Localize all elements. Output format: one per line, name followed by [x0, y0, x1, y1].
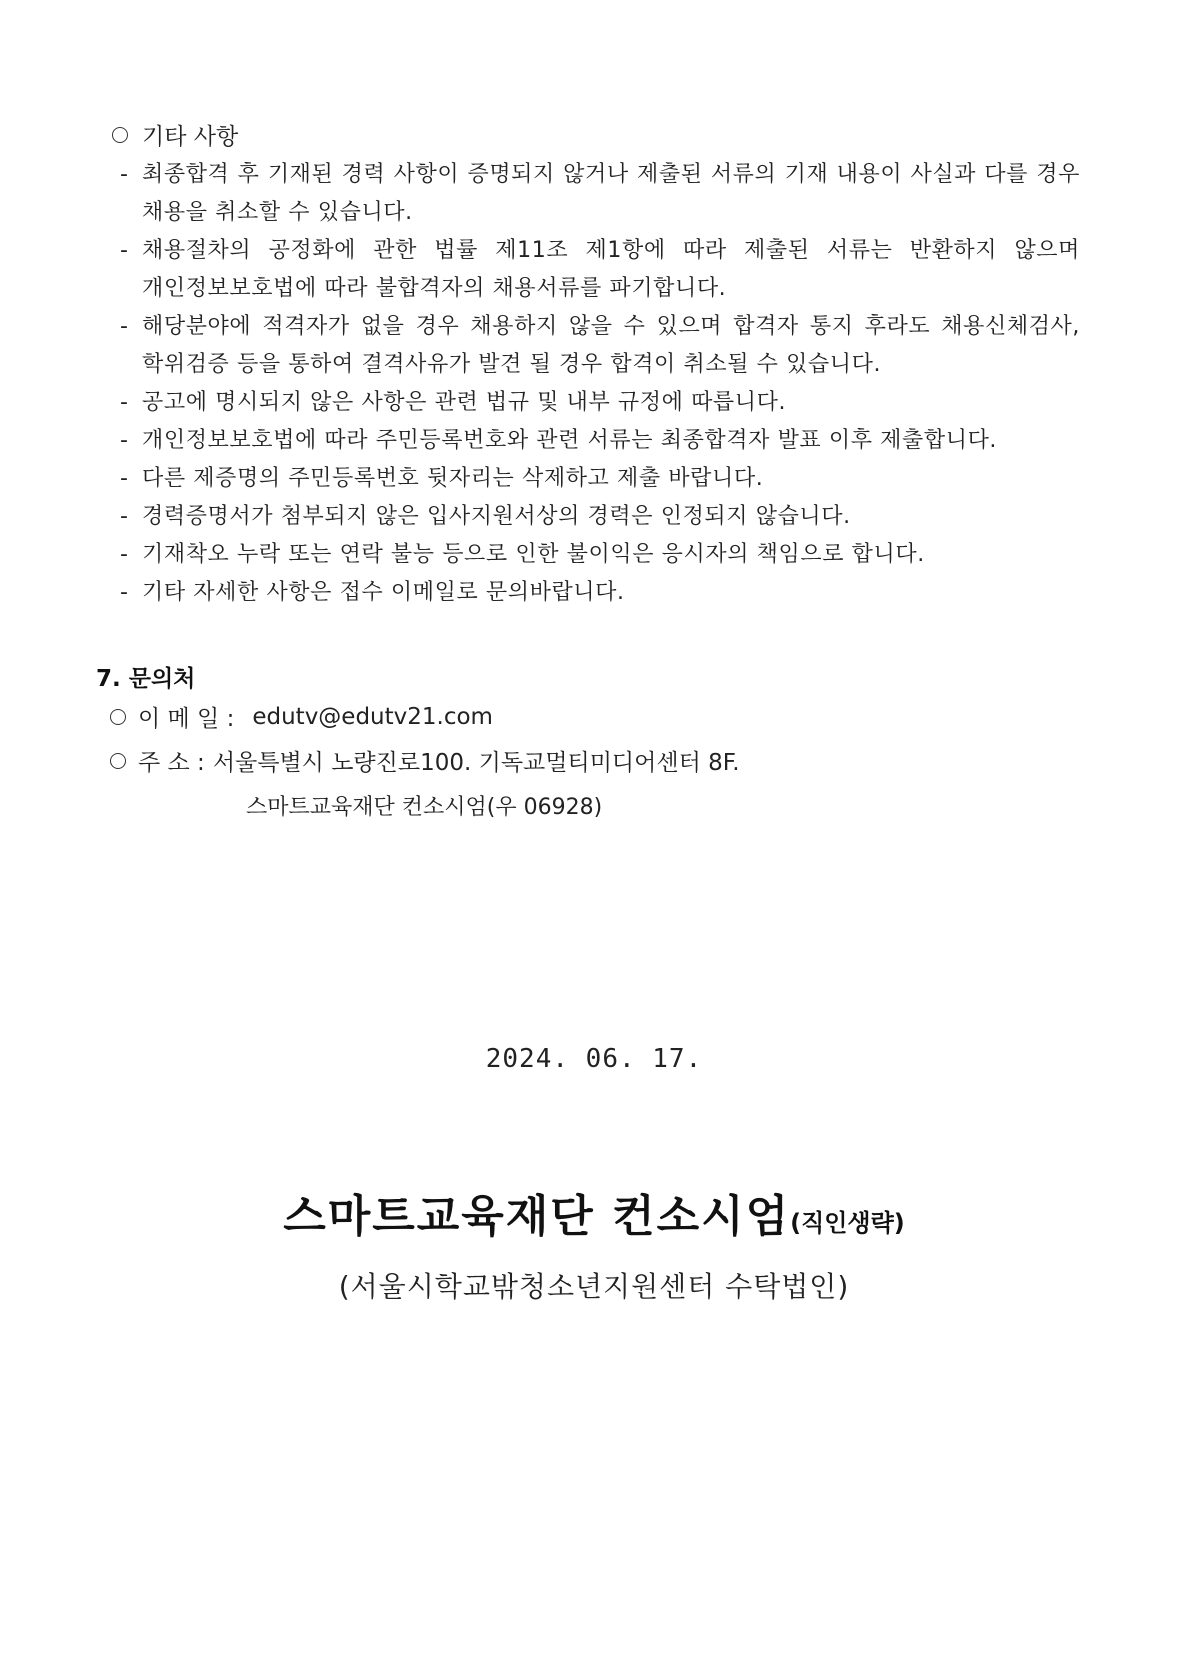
list-item-text: 기타 자세한 사항은 접수 이메일로 문의바랍니다. — [142, 580, 625, 605]
list-item — [120, 232, 1080, 308]
list-item-text: 기재착오 누락 또는 연락 불능 등으로 인한 불이익은 응시자의 책임으로 합니다. — [142, 542, 925, 567]
document-date: 2024. 06. 17. — [485, 1044, 703, 1074]
list-item-text: 최종합격 후 기재된 경력 사항이 증명되지 않거나 제출된 서류의 기재 내용이 사실과 다를 경우 채용을 취소할 수 있습니다. — [142, 162, 1080, 225]
list-item — [120, 384, 1080, 422]
list-item — [120, 498, 1080, 536]
dash-bullet: - — [120, 542, 129, 567]
email-link[interactable]: edutv@edutv21.com — [252, 703, 493, 730]
list-item — [120, 536, 1080, 574]
organization-subtitle: (서울시학교밖청소년지원센터 수탁법인) — [338, 1270, 850, 1303]
address-label: 주 소 : — [138, 750, 205, 776]
address-line2: 스마트교육재단 컨소시엄(우 06928) — [246, 795, 603, 820]
list-item — [120, 308, 1080, 384]
dash-bullet: - — [120, 162, 129, 187]
dash-bullet: - — [120, 390, 129, 415]
dash-bullet: - — [120, 428, 129, 453]
list-item-text: 채용절차의 공정화에 관한 법률 제11조 제1항에 따라 제출된 서류는 반환하지 않으며 개인정보보호법에 따라 불합격자의 채용서류를 파기합니다. — [142, 238, 1080, 301]
list-item-text: 개인정보보호법에 따라 주민등록번호와 관련 서류는 최종합격자 발표 이후 제출합니다. — [142, 428, 998, 453]
list-item — [120, 574, 1080, 612]
dash-bullet: - — [120, 504, 129, 529]
list-item-text: 공고에 명시되지 않은 사항은 관련 법규 및 내부 규정에 따릅니다. — [142, 390, 787, 415]
contact-address-row — [110, 744, 740, 777]
seal-omitted-note: (직인생략) — [790, 1209, 905, 1237]
list-item-text: 경력증명서가 첨부되지 않은 입사지원서상의 경력은 인정되지 않습니다. — [142, 504, 851, 529]
contact-email-row — [110, 700, 493, 733]
other-matters-list — [120, 156, 1080, 612]
email-label: 이 메 일 : — [138, 706, 235, 732]
circle-bullet-icon — [112, 127, 128, 143]
address-line1: 서울특별시 노량진로100. 기독교멀티미디어센터 8F. — [212, 750, 740, 776]
list-item — [120, 460, 1080, 498]
dash-bullet: - — [120, 466, 129, 491]
contact-section-title: 7. 문의처 — [96, 666, 196, 692]
list-item-text: 해당분야에 적격자가 없을 경우 채용하지 않을 수 있으며 합격자 통지 후라도 채용신체검사, 학위검증 등을 통하여 결격사유가 발견 될 경우 합격이 취소될 수 있습니다. — [142, 314, 1080, 377]
circle-bullet-icon — [110, 753, 126, 769]
circle-bullet-icon — [110, 709, 126, 725]
dash-bullet: - — [120, 238, 129, 263]
list-item — [120, 156, 1080, 232]
list-item-text: 다른 제증명의 주민등록번호 뒷자리는 삭제하고 제출 바랍니다. — [142, 466, 764, 491]
list-item — [120, 422, 1080, 460]
organization-name: 스마트교육재단 컨소시엄 — [283, 1191, 791, 1242]
dash-bullet: - — [120, 314, 129, 339]
dash-bullet: - — [120, 580, 129, 605]
other-matters-heading-text: 기타 사항 — [142, 124, 239, 150]
other-matters-heading — [112, 118, 238, 151]
organization-signature — [0, 1180, 1188, 1244]
